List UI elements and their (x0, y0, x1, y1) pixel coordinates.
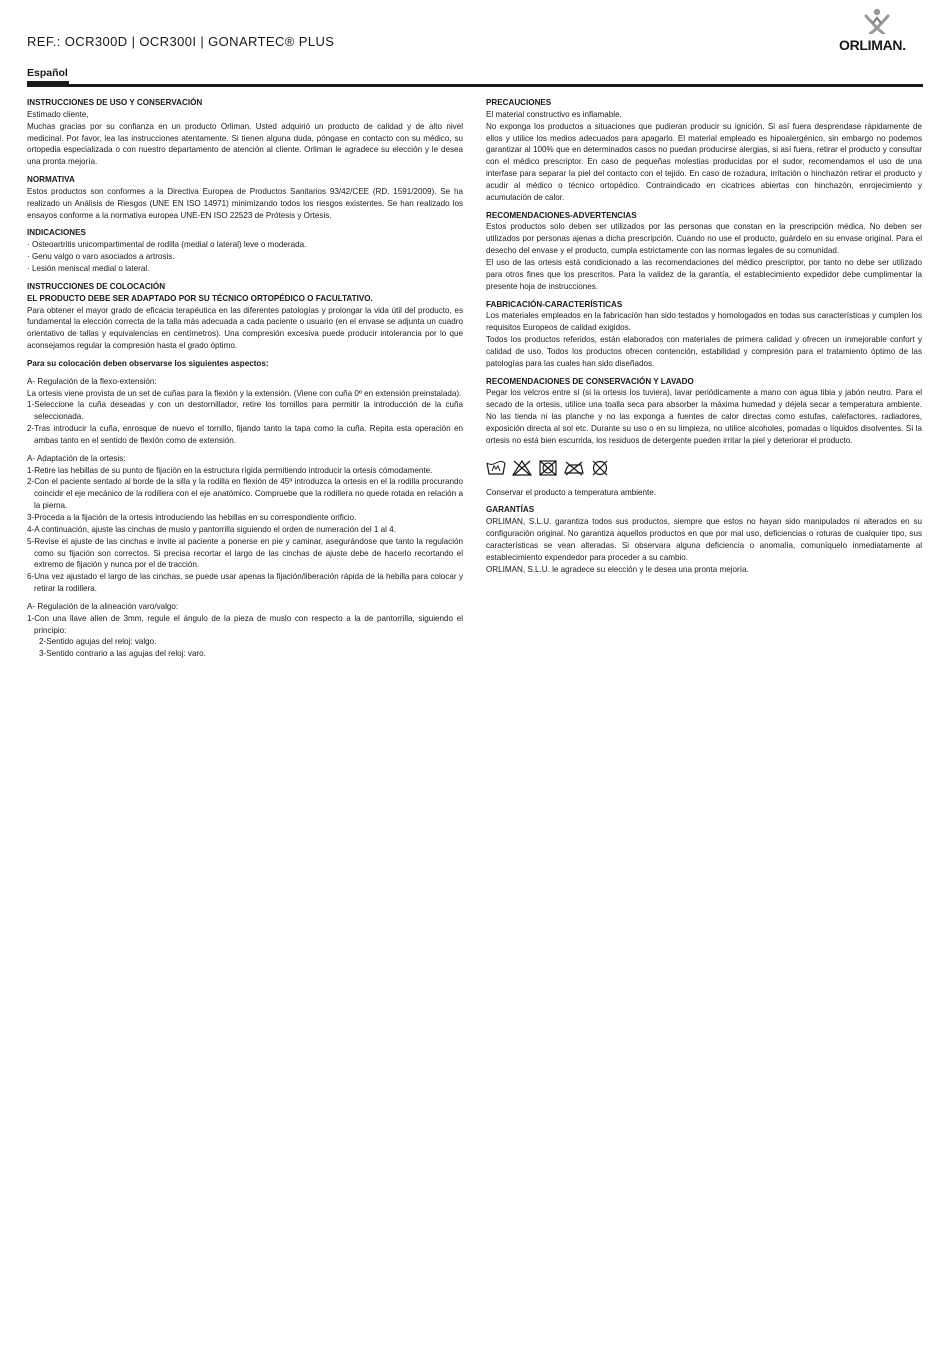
no-dry-clean-icon (590, 460, 610, 476)
flexo-intro: La ortesis viene provista de un set de cuñas para la flexión y la extensión. (Viene con cuña 0º en extensión preinstalada). (27, 388, 462, 398)
list-item: 1-Con una llave allen de 3mm, regule el ángulo de la pieza de muslo con respecto a la de pantorrilla, siguiendo el principio: (27, 613, 463, 635)
fabricacion-body: Los materiales empleados en la fabricación han sido testados y homologados en todas sus características y cumplen los requisitos Europeos de calidad exigidos. (486, 311, 922, 333)
orliman-figure-icon (862, 8, 892, 34)
garantias-body: ORLIMAN, S.L.U. garantiza todos sus productos, siempre que estos no hayan sido manipulados ni alterados en su configuración original. No garantiza aquellos productos en que por mal uso, deficiencias o roturas de cualquier tipo, sus características se vean alteradas. Si observara alguna deficiencia o anomalía, comuníquelo inmediatamente al establecimiento expendedor para proceder a su cambio. (486, 517, 922, 562)
list-item: 6-Una vez ajustado el largo de las cinchas, se puede usar apenas la fijación/liberación rápida de la hebilla para colocar y retirar la rodillera. (27, 572, 463, 594)
no-tumble-dry-icon (538, 460, 558, 476)
section-title-normativa: NORMATIVA (27, 175, 75, 185)
section-title-uso: INSTRUCCIONES DE USO Y CONSERVACIÓN (27, 98, 203, 107)
section-title-recomendaciones: RECOMENDACIONES-ADVERTENCIAS (486, 210, 637, 220)
section-title-garantias: GARANTÍAS (486, 505, 535, 515)
section-title-indicaciones: INDICACIONES (27, 228, 86, 238)
list-item: 3-Sentido contrario a las agujas del reloj: varo. (39, 649, 206, 659)
list-item: 1-Retire las hebillas de su punto de fijación en la estructura rígida permitiendo introducir la ortesis cómodamente. (27, 465, 433, 475)
precauciones-body: No exponga los productos a situaciones que pudieran producir su ignición. Si así fuera desprendase rápidamente de ellos y utilice los medios adecuados para apagarlo. El material empleado es hipoalergénico, sin embargo no podemos garantizar al 100% que en determinados casos no puedan producirse alergias, si así fuera, retirar el producto y consultar con el médico prescriptor. En caso de pequeñas molestias producidas por el sudor, recomendamos el uso de una interfase para separar la piel del contacto con el tejido. En caso de rozadura, irritación o hinchazón retirar el producto y acudir al médico o técnico ortopédico. Contraindicado en cicatrices abiertas con hinchazón, enrojecimiento y acumulación de calor. (486, 121, 922, 202)
temperatura-note: Conservar el producto a temperatura ambiente. (486, 487, 657, 497)
list-item: 1-Seleccione la cuña deseadas y con un destornillador, retire los tornillos para permitir la introducción de la cuña seleccionada. (27, 400, 463, 422)
section-title-colocacion: INSTRUCCIONES DE COLOCACIÓN (27, 281, 166, 291)
list-item: 5-Revise el ajuste de las cinchas e invite al paciente a ponerse en pie y caminar, asegurándose que tanto la regulación como su fijación son correctos. Si precisa recortar el largo de las cinchas de ajuste debe de hacerlo recortando el extremo de fijación y nunca por el de tracción. (27, 536, 463, 570)
list-item: 2-Sentido agujas del reloj: valgo. (39, 637, 157, 647)
list-item: · Osteoartritis unicompartimental de rodilla (medial o lateral) leve o moderada. (27, 240, 307, 250)
orliman-logo (836, 8, 926, 54)
alineacion-title: A- Regulación de la alineación varo/valgo: (27, 601, 179, 611)
left-column (27, 97, 463, 660)
colocacion-body: Para obtener el mayor grado de eficacia terapéutica en las diferentes patologías y prolongar la vida útil del producto, es fundamental la elección correcta de la talla más adecuada a cada paciente o usuario (en el envase se adjunta un cuadro orientativo de tallas y equivalencias en centímetros). Una compresión excesiva puede producir intolerancia por lo que aconsejamos regular la compresión hasta el grado óptimo. (27, 305, 463, 351)
list-item: 4-A continuación, ajuste las cinchas de muslo y pantorrilla siguiendo el orden de numeración del 1 al 4. (27, 524, 396, 534)
list-item: 2-Tras introducir la cuña, enrosque de nuevo el tornillo, fijando tanto la tapa como la cuña. Repita esta operación en ambas tanto en el sentido de flexión como de extensión. (27, 424, 463, 445)
no-bleach-icon (512, 460, 532, 476)
hand-wash-icon (486, 460, 506, 476)
precauciones-line: El material constructivo es inflamable. (486, 109, 622, 119)
list-item: · Genu valgo o varo asociados a artrosis. (27, 252, 175, 262)
garantias-body: ORLIMAN, S.L.U. le agradece su elección y le desea una pronta mejoría. (486, 564, 749, 574)
section-title-precauciones: PRECAUCIONES (486, 98, 552, 107)
uso-body: Muchas gracias por su confianza en un producto Orliman. Usted adquirió un producto de calidad y de alto nivel medicinal. Por favor, lea las instrucciones atentamente. Si tienen alguna duda, póngase en contacto con su médico, su ortopedia especializada o con nuestro departamento de atención al cliente. Orliman le agradece su elección y le desea una pronta mejoría. (27, 121, 463, 167)
recomendaciones-body: Estos productos solo deben ser utilizados por las personas que constan en la prescripción médica. No deben ser utilizados por personas ajenas a dicha prescripción. Cuando no use el producto, guárdelo en su envase original. Para el desecho del envase y el producto, cumpla estrictamente con las normas legales de su comunidad. (486, 222, 922, 256)
brand-name: ORLIMAN. (839, 37, 906, 53)
colocacion-subtitle: EL PRODUCTO DEBE SER ADAPTADO POR SU TÉCNICO ORTOPÉDICO O FACULTATIVO. (27, 293, 373, 303)
list-item: · Lesión meniscal medial o lateral. (27, 263, 150, 273)
flexo-title: A- Regulación de la flexo-extensión: (27, 376, 157, 386)
fabricacion-body: Todos los productos referidos, están elaborados con materiales de primera calidad y ofrecen un inmejorable confort y calidad de uso. Todos los productos ofrecen contención, estabilidad y compresión para el tratamiento óptimo de las patologías para las cuales han sido diseñados. (486, 335, 922, 368)
list-item: 2-Con el paciente sentado al borde de la silla y la rodilla en flexión de 45º introduzca la ortesis en el la rodilla procurando coincidir el eje mecánico de la rodillera con el eje anatómico. Compruebe que la rodillera no quede rotada en relación a la pierna. (27, 477, 463, 511)
section-title-conservacion: RECOMENDACIONES DE CONSERVACIÓN Y LAVADO (486, 376, 694, 386)
no-iron-icon (564, 460, 584, 476)
normativa-body: Estos productos son conformes a la Directiva Europea de Productos Sanitarios 93/42/CEE (RD. 1591/2009). Se ha realizado un Análisis de Riesgos (UNE EN ISO 14971) minimizando todos los riesgos existentes. Se han realizado los ensayos conforme a la normativa europea UNE-EN ISO 22523 de Prótesis y Ortesis. (27, 186, 463, 220)
adaptacion-title: A- Adaptación de la ortesis: (27, 453, 126, 463)
reference-title: REF.: OCR300D | OCR300I | GONARTEC® PLUS (27, 34, 335, 49)
list-item: 3-Proceda a la fijación de la ortesis introduciendo las hebillas en su correspondiente orificio. (27, 513, 357, 522)
recomendaciones-body: El uso de las ortesis está condicionado a las recomendaciones del médico prescriptor, por tanto no debe ser utilizado para otros fines que los prescritos. Para la validez de la garantía, el establecimiento expedidor debe cumplimentar la presente hoja de instrucciones. (486, 257, 922, 291)
section-title-fabricacion: FABRICACIÓN-CARACTERÍSTICAS (486, 299, 623, 309)
care-symbols (486, 459, 922, 477)
right-column (486, 97, 922, 576)
conservacion-body: Pegar los velcros entre sí (si la ortesis los tuviera), lavar periódicamente a mano con agua tibia y jabón neutro. Para el secado de la ortesis, utilice una toalla seca para absorber la máxima humedad y déjela secar a temperatura ambiente. No las tienda ni las planche y no las exponga a fuentes de calor directas como estufas, calefactores, radiadores, exposición directa al sol etc. Durante su uso o en su limpieza, no utilice alcoholes, pomadas o líquidos disolventes. Si la ortesis no está bien escurrida, los residuos de detergente pueden irritar la piel y deteriorar el producto. (486, 388, 922, 445)
greeting: Estimado cliente, (27, 109, 89, 119)
aspectos-title: Para su colocación deben observarse los siguientes aspectos: (27, 358, 269, 368)
header-divider (27, 84, 923, 87)
language-tab: Español (27, 67, 68, 79)
